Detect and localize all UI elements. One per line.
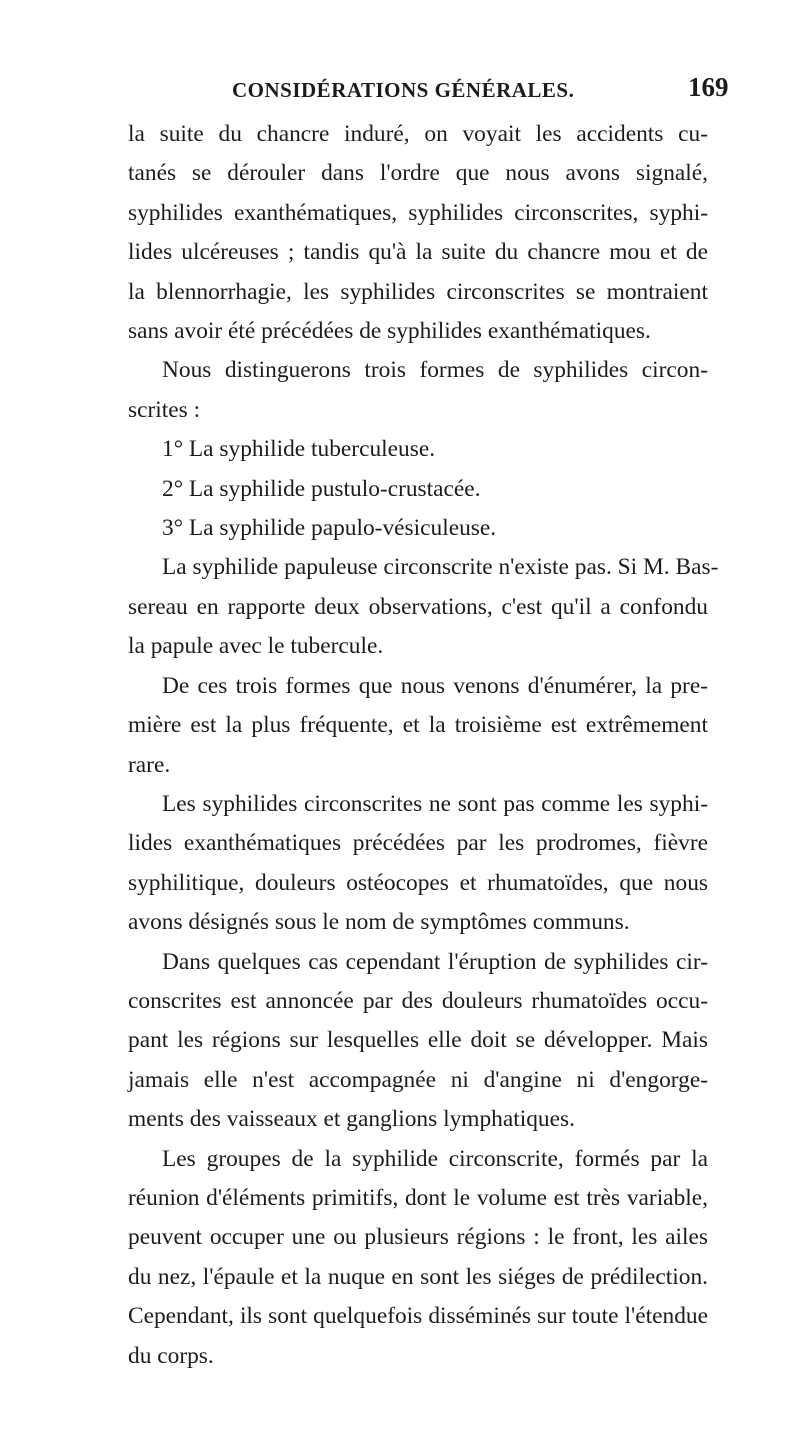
text-line: 2° La syphilide pustulo-crustacée. bbox=[162, 475, 481, 502]
text-line: lides exanthématiques précédées par les prodromes, fièvre bbox=[128, 830, 708, 857]
text-line: sans avoir été précédées de syphilides exanthématiques. bbox=[128, 318, 651, 345]
text-line: lides ulcéreuses ; tandis qu'à la suite du chancre mou et de bbox=[128, 239, 708, 266]
text-line: Dans quelques cas cependant l'éruption de syphilides cir- bbox=[162, 948, 708, 975]
running-head: CONSIDÉRATIONS GÉNÉRALES. bbox=[232, 78, 575, 102]
text-line: peuvent occuper une ou plusieurs régions : le front, les ailes bbox=[128, 1224, 708, 1251]
text-line: ments des vaisseaux et ganglions lymphatiques. bbox=[128, 1106, 575, 1133]
text-line: syphilitique, douleurs ostéocopes et rhumatoïdes, que nous bbox=[128, 869, 708, 896]
text-line: mière est la plus fréquente, et la troisième est extrêmement bbox=[128, 712, 708, 739]
text-line: scrites : bbox=[128, 396, 201, 423]
text-line: la papule avec le tubercule. bbox=[128, 633, 384, 660]
text-line: pant les régions sur lesquelles elle doit se développer. Mais bbox=[128, 1027, 708, 1054]
body-text bbox=[128, 115, 719, 1376]
text-line: la suite du chancre induré, on voyait les accidents cu- bbox=[128, 121, 708, 147]
text-line: réunion d'éléments primitifs, dont le volume est très variable, bbox=[128, 1184, 708, 1211]
text-line: Cependant, ils sont quelquefois disséminés sur toute l'étendue bbox=[128, 1303, 708, 1330]
text-line: tanés se dérouler dans l'ordre que nous avons signalé, bbox=[128, 160, 708, 187]
text-line: 1° La syphilide tuberculeuse. bbox=[162, 436, 436, 463]
text-line: du corps. bbox=[128, 1342, 214, 1369]
text-line: syphilides exanthématiques, syphilides circonscrites, syphi- bbox=[128, 199, 708, 226]
text-line: sereau en rapporte deux observations, c'est qu'il a confondu bbox=[128, 593, 708, 620]
page-number: 169 bbox=[688, 72, 729, 102]
text-line: la blennorrhagie, les syphilides circonscrites se montraient bbox=[128, 278, 708, 305]
text-line: avons désignés sous le nom de symptômes communs. bbox=[128, 909, 630, 936]
text-line: conscrites est annoncée par des douleurs rhumatoïdes occu- bbox=[128, 987, 708, 1014]
text-line: Les groupes de la syphilide circonscrite, formés par la bbox=[162, 1145, 708, 1172]
text-line: 3° La syphilide papulo-vésiculeuse. bbox=[162, 515, 497, 542]
text-line: jamais elle n'est accompagnée ni d'angine ni d'engorge- bbox=[128, 1066, 708, 1093]
text-line: du nez, l'épaule et la nuque en sont les siéges de prédilection. bbox=[128, 1263, 708, 1290]
text-line: La syphilide papuleuse circonscrite n'existe pas. Si M. Bas- bbox=[162, 554, 719, 581]
text-line: rare. bbox=[128, 751, 171, 778]
text-line: Nous distinguerons trois formes de syphilides circon- bbox=[162, 357, 708, 384]
text-line: De ces trois formes que nous venons d'énumérer, la pre- bbox=[162, 672, 708, 699]
text-line: Les syphilides circonscrites ne sont pas comme les syphi- bbox=[162, 790, 708, 817]
